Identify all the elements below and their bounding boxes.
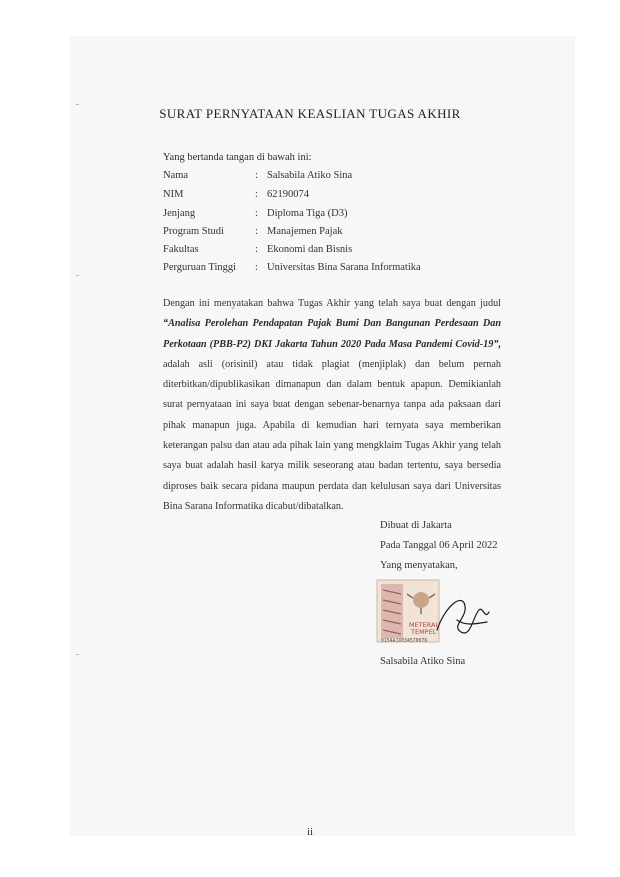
garuda-emblem-icon: [413, 592, 429, 608]
identity-row-program: [163, 226, 343, 237]
signer-name: Salsabila Atiko Sina: [380, 656, 466, 667]
scan-speck: [76, 654, 79, 655]
identity-row-name: [163, 170, 352, 181]
thesis-title: “Analisa Perolehan Pendapatan Pajak Bumi Dan Bangunan Perdesaan Dan Perkotaan (PBB-P2) DKI Jakarta Tahun 2020 Pada Masa Pandemi Covid-19”,: [163, 318, 501, 350]
identity-value: Manajemen Pajak: [267, 226, 343, 237]
meterai-stamp-signature: [375, 576, 495, 648]
identity-label: Perguruan Tinggi: [163, 262, 237, 273]
identity-label: Fakultas: [163, 244, 199, 255]
page-number: ii: [306, 826, 314, 838]
identity-value: Diploma Tiga (D3): [267, 208, 348, 219]
stamp-text-tempel: TEMPEL: [411, 628, 437, 636]
identity-row-nim: [163, 189, 309, 200]
statement-paragraph: [163, 294, 501, 517]
identity-row-university: [163, 262, 421, 273]
identity-separator: :: [255, 244, 258, 255]
identity-separator: :: [255, 189, 258, 200]
identity-separator: :: [255, 170, 258, 181]
identity-value: Universitas Bina Sarana Informatika: [267, 262, 421, 273]
identity-separator: :: [255, 262, 258, 273]
identity-label: Program Studi: [163, 226, 224, 237]
stamp-text-meterai: METERAI: [409, 621, 438, 629]
signature-place: Dibuat di Jakarta: [380, 520, 452, 531]
stamp-serial: 0154AJX034570076: [381, 639, 428, 644]
scan-speck: [76, 275, 79, 276]
identity-label: NIM: [163, 189, 184, 200]
identity-label: Nama: [163, 170, 189, 181]
signature-date: Pada Tanggal 06 April 2022: [380, 540, 498, 551]
identity-row-level: [163, 208, 348, 219]
identity-row-faculty: [163, 244, 352, 255]
scan-speck: [76, 104, 79, 105]
signature-declarant: Yang menyatakan,: [380, 560, 458, 571]
identity-value: Salsabila Atiko Sina: [267, 170, 353, 181]
document-title: SURAT PERNYATAAN KEASLIAN TUGAS AKHIR: [159, 106, 461, 121]
statement-opening: Dengan ini menyatakan bahwa Tugas Akhir yang telah saya buat dengan judul: [163, 298, 501, 309]
statement-body: adalah asli (orisinil) atau tidak plagiat (menjiplak) dan belum pernah diterbitkan/dipublikasikan dimanapun dan dalam bentuk apapun. Demikianlah surat pernyataan ini saya buat dengan sebenar-benarnya tanpa ada paksaan dari pihak manapun juga. Apabila di kemudian hari ternyata saya memberikan keterangan palsu dan atau ada pihak lain yang mengklaim Tugas Akhir yang telah saya buat adalah hasil karya milik seseorang atau badan tertentu, saya bersedia diproses baik secara pidana maupun perdata dan kelulusan saya dari Universitas Bina Sarana Informatika dicabut/dibatalkan.: [163, 358, 501, 512]
identity-value: Ekonomi dan Bisnis: [267, 244, 353, 255]
intro-line: Yang bertanda tangan di bawah ini:: [163, 152, 312, 163]
identity-value: 62190074: [267, 189, 309, 200]
identity-label: Jenjang: [163, 208, 196, 219]
identity-separator: :: [255, 208, 258, 219]
identity-separator: :: [255, 226, 258, 237]
handwritten-signature: [437, 600, 489, 633]
